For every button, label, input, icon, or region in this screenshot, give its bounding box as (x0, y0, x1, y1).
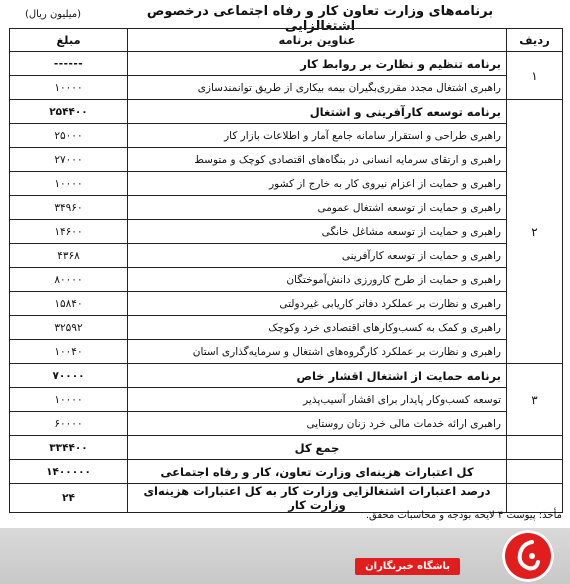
row-number: ۱ (507, 52, 563, 100)
program-title: راهبری اشتغال مجدد مقرری‌بگیران بیمه بیکاری از طریق توانمندسازی (128, 76, 507, 100)
empty-cell (507, 484, 563, 513)
col-header-row: ردیف (507, 29, 563, 52)
program-title: راهبری و نظارت بر عملکرد کارگروه‌های اشتغال و سرمایه‌گذاری استان (128, 340, 507, 364)
section-header-row (10, 52, 563, 76)
table-row (10, 196, 563, 220)
program-amount: ۱۰۰۰۰ (10, 388, 128, 412)
program-title: راهبری ارائه خدمات مالی خرد زنان روستایی (128, 412, 507, 436)
program-amount: ۷۰۰۰۰ (10, 364, 128, 388)
table-body (10, 52, 563, 513)
table-row (10, 292, 563, 316)
program-title: توسعه کسب‌وکار پایدار برای اقشار آسیب‌پذیر (128, 388, 507, 412)
program-amount: ۱۰۰۴۰ (10, 340, 128, 364)
row-number: ۲ (507, 100, 563, 364)
table-row (10, 340, 563, 364)
table-header-row (10, 29, 563, 52)
program-amount: ۱۰۰۰۰ (10, 172, 128, 196)
programs-table (9, 28, 563, 513)
page-title: برنامه‌های وزارت تعاون کار و رفاه اجتماعی درخصوص اشتغالزایی (146, 4, 494, 34)
empty-cell (507, 436, 563, 460)
col-header-amount: مبلغ (10, 29, 128, 52)
program-amount: ۲۷۰۰۰ (10, 148, 128, 172)
source-note: مأخذ: پیوست ۴ لایحه بودجه و محاسبات محقق. (365, 510, 562, 521)
row-number: ۳ (507, 364, 563, 436)
table-row (10, 220, 563, 244)
program-title: برنامه توسعه کارآفرینی و اشتغال (128, 100, 507, 124)
section-header-row (10, 100, 563, 124)
total-amount: ۲۴ (10, 484, 128, 513)
total-row (10, 436, 563, 460)
program-title: راهبری و حمایت از توسعه کارآفرینی (128, 244, 507, 268)
program-amount: ۱۰۰۰۰ (10, 76, 128, 100)
program-amount: ۴۳۶۸ (10, 244, 128, 268)
table-row (10, 316, 563, 340)
program-title: برنامه تنظیم و نظارت بر روابط کار (128, 52, 507, 76)
program-title: راهبری و حمایت از توسعه مشاغل خانگی (128, 220, 507, 244)
program-amount: ۲۵۴۴۰۰ (10, 100, 128, 124)
program-amount: ۱۴۶۰۰ (10, 220, 128, 244)
program-title: راهبری و کمک به کسب‌وکارهای اقتصادی خرد وکوچک (128, 316, 507, 340)
total-title: درصد اعتبارات اشتغالزایی وزارت کار به کل اعتبارات هزینه‌ای وزارت کار (128, 484, 507, 513)
program-amount: ۱۵۸۴۰ (10, 292, 128, 316)
total-row (10, 484, 563, 513)
section-header-row (10, 364, 563, 388)
brand-label[interactable]: باشگاه خبرنگاران (355, 558, 460, 575)
footer-banner (0, 528, 570, 584)
table-row (10, 244, 563, 268)
program-amount: ------ (10, 52, 128, 76)
table-row (10, 412, 563, 436)
program-amount: ۳۴۹۶۰ (10, 196, 128, 220)
table-row (10, 388, 563, 412)
program-amount: ۸۰۰۰۰ (10, 268, 128, 292)
program-amount: ۶۰۰۰۰ (10, 412, 128, 436)
table-row (10, 172, 563, 196)
table-row (10, 268, 563, 292)
program-title: راهبری و حمایت از توسعه اشتغال عمومی (128, 196, 507, 220)
total-title: جمع کل (128, 436, 507, 460)
table-row (10, 148, 563, 172)
col-header-program: عناوین برنامه (128, 29, 507, 52)
program-title: راهبری و نظارت بر عملکرد دفاتر کاریابی غیردولتی (128, 292, 507, 316)
total-row (10, 460, 563, 484)
brand-logo-icon (502, 530, 554, 582)
table-row (10, 76, 563, 100)
total-amount: ۱۴۰۰۰۰۰ (10, 460, 128, 484)
program-title: راهبری و حمایت از اعزام نیروی کار به خارج از کشور (128, 172, 507, 196)
program-amount: ۳۲۵۹۲ (10, 316, 128, 340)
program-title: راهبری و ارتقای سرمایه انسانی در بنگاه‌های اقتصادی کوچک و متوسط (128, 148, 507, 172)
program-title: راهبری و حمایت از طرح کارورزی دانش‌آموختگان (128, 268, 507, 292)
total-amount: ۳۳۴۴۰۰ (10, 436, 128, 460)
total-title: کل اعتبارات هزینه‌ای وزارت تعاون، کار و رفاه اجتماعی (128, 460, 507, 484)
program-amount: ۲۵۰۰۰ (10, 124, 128, 148)
table-row (10, 124, 563, 148)
program-title: برنامه حمایت از اشتغال اقشار خاص (128, 364, 507, 388)
program-title: راهبری طراحی و استقرار سامانه جامع آمار و اطلاعات بازار کار (128, 124, 507, 148)
empty-cell (507, 460, 563, 484)
unit-label: (میلیون ریال) (24, 9, 82, 20)
